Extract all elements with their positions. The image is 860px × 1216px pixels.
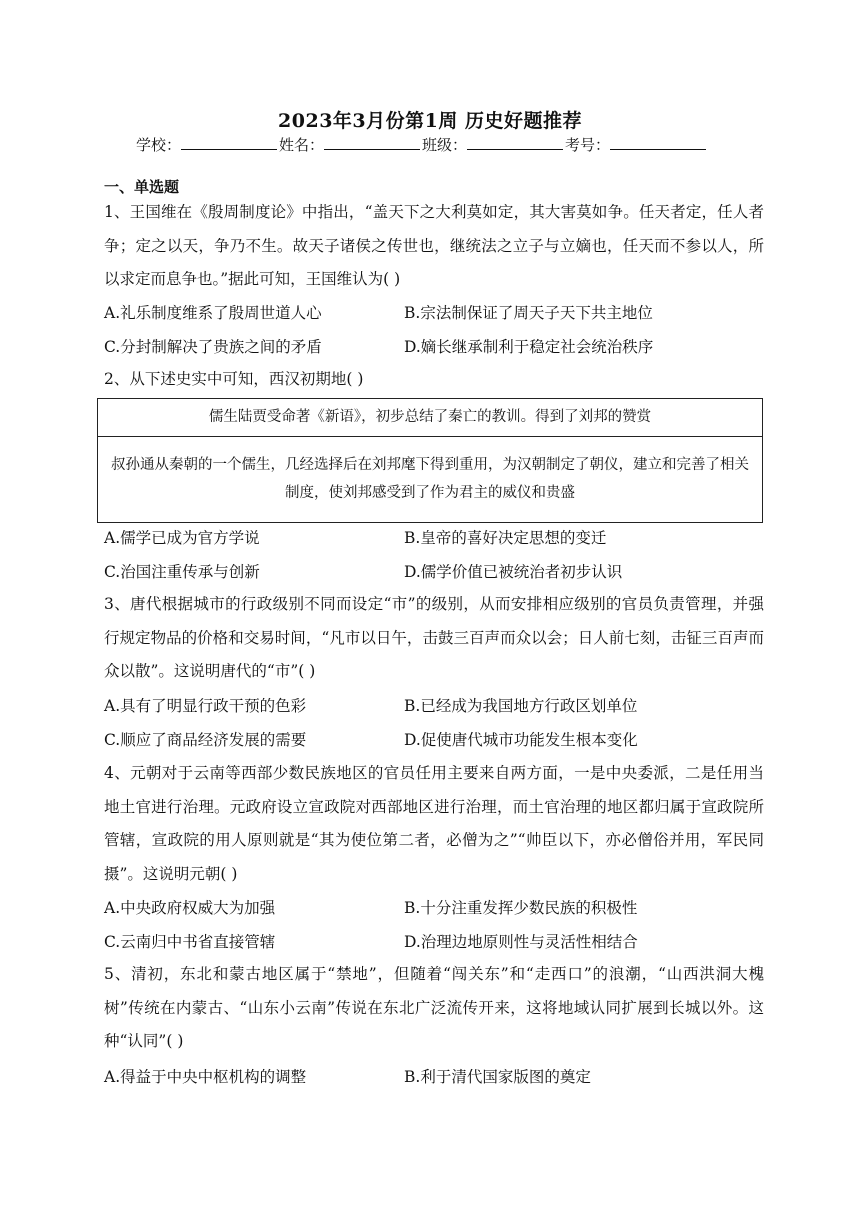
question-2-options-row-2 xyxy=(104,555,764,589)
question-2-stem: 2、从下述史实中可知，西汉初期地( ) xyxy=(104,370,364,388)
q3-option-b[interactable]: B.已经成为我国地方行政区划单位 xyxy=(404,697,638,715)
question-3-options-row-2 xyxy=(104,723,764,757)
student-info-row xyxy=(136,134,708,155)
question-4-options-row-2 xyxy=(104,925,764,959)
class-blank[interactable] xyxy=(467,135,563,150)
question-1-options-row-2 xyxy=(104,330,764,364)
section-heading: 一、单选题 xyxy=(104,178,180,196)
question-2-options-row-1 xyxy=(104,521,764,555)
q3-option-d[interactable]: D.促使唐代城市功能发生根本变化 xyxy=(404,731,638,749)
page-title: 2023年3月份第1周 历史好题推荐 xyxy=(278,110,582,132)
question-4-stem: 4、元朝对于云南等西部少数民族地区的官员任用主要来自两方面，一是中央委派，二是任用当地土官进行治理。元政府设立宣政院对西部地区进行治理，而土官治理的地区都归属于宣政院所管辖，宣政院的用人原则就是“其为使位第二者，必僧为之”“帅臣以下，亦必僧俗并用，军民同摄”。这说明元朝( ) xyxy=(104,764,764,883)
question-5-options-row-1 xyxy=(104,1060,764,1094)
q1-option-a[interactable]: A.礼乐制度维系了殷周世道人心 xyxy=(104,304,322,322)
name-blank[interactable] xyxy=(324,135,420,150)
question-2-material-table xyxy=(97,398,763,523)
material-row-2: 叔孙通从秦朝的一个儒生，几经选择后在刘邦麾下得到重用，为汉朝制定了朝仪，建立和完善了相关制度，使刘邦感受到了作为君主的威仪和贵盛 xyxy=(111,457,749,501)
question-1-stem: 1、王国维在《殷周制度论》中指出，“盖天下之大利莫如定，其大害莫如争。任天者定，任人者争；定之以天，争乃不生。故天子诸侯之传世也，继统法之立子与立嫡也，任天而不参以人，所以求定而息争也。”据此可知，王国维认为( ) xyxy=(104,203,764,288)
question-3-options-row-1 xyxy=(104,689,764,723)
q1-option-d[interactable]: D.嫡长继承制利于稳定社会统治秩序 xyxy=(404,338,654,356)
question-1-options-row-1 xyxy=(104,296,764,330)
material-row-1: 儒生陆贾受命著《新语》，初步总结了秦亡的教训。得到了刘邦的赞赏 xyxy=(98,399,762,437)
q2-option-b[interactable]: B.皇帝的喜好决定思想的变迁 xyxy=(404,529,607,547)
q1-option-c[interactable]: C.分封制解决了贵族之间的矛盾 xyxy=(104,338,322,356)
exam-number-blank[interactable] xyxy=(610,135,706,150)
q3-option-c[interactable]: C.顺应了商品经济发展的需要 xyxy=(104,731,307,749)
question-3-stem: 3、唐代根据城市的行政级别不同而设定“市”的级别，从而安排相应级别的官员负责管理，并强行规定物品的价格和交易时间，“凡市以日午，击鼓三百声而众以会；日人前七刻，击钲三百声而众以散”。这说明唐代的“市”( ) xyxy=(104,595,764,680)
exam-number-label: 考号： xyxy=(565,136,611,154)
q4-option-b[interactable]: B.十分注重发挥少数民族的积极性 xyxy=(404,899,638,917)
q5-option-b[interactable]: B.利于清代国家版图的奠定 xyxy=(404,1068,591,1086)
q2-option-a[interactable]: A.儒学已成为官方学说 xyxy=(104,529,260,547)
class-label: 班级： xyxy=(422,136,468,154)
question-4-options-row-1 xyxy=(104,891,764,925)
q3-option-a[interactable]: A.具有了明显行政干预的色彩 xyxy=(104,697,307,715)
q4-option-a[interactable]: A.中央政府权威大为加强 xyxy=(104,899,276,917)
school-blank[interactable] xyxy=(181,135,277,150)
q4-option-d[interactable]: D.治理边地原则性与灵活性相结合 xyxy=(404,933,638,951)
question-5-stem: 5、清初，东北和蒙古地区属于“禁地”，但随着“闯关东”和“走西口”的浪潮，“山西洪洞大槐树”传统在内蒙古、“山东小云南”传说在东北广泛流传开来，这将地域认同扩展到长城以外。这种“认同”( ) xyxy=(104,965,764,1050)
q2-option-c[interactable]: C.治国注重传承与创新 xyxy=(104,563,260,581)
q5-option-a[interactable]: A.得益于中央中枢机构的调整 xyxy=(104,1068,307,1086)
q4-option-c[interactable]: C.云南归中书省直接管辖 xyxy=(104,933,276,951)
q2-option-d[interactable]: D.儒学价值已被统治者初步认识 xyxy=(404,563,623,581)
q1-option-b[interactable]: B.宗法制保证了周天子天下共主地位 xyxy=(404,304,653,322)
school-label: 学校： xyxy=(136,136,182,154)
name-label: 姓名： xyxy=(279,136,325,154)
